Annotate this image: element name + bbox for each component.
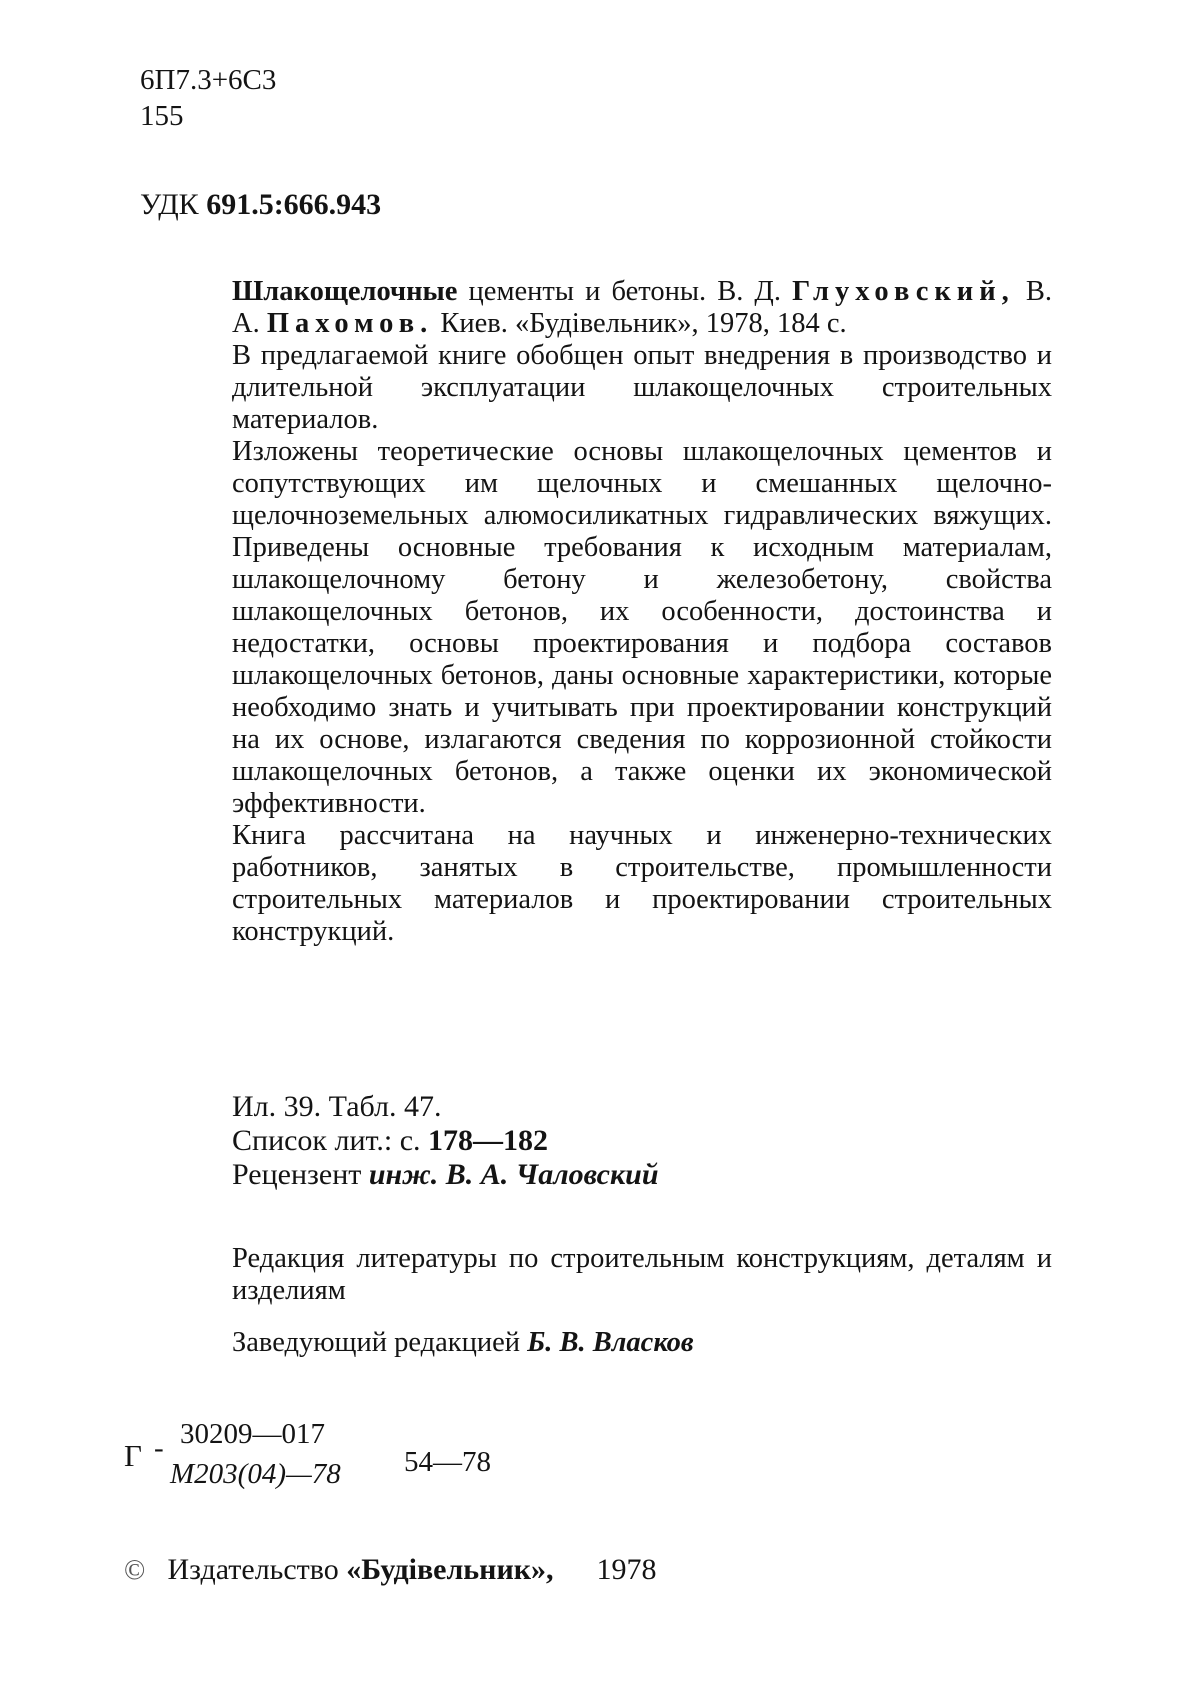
editorial-block <box>232 1243 1052 1379</box>
editorial-head-name: Б. В. Власков <box>527 1327 694 1358</box>
code-numerator: 30209—017 <box>180 1418 325 1450</box>
udc-prefix: УДК <box>140 188 199 221</box>
udc-number: 691.5:666.943 <box>206 188 382 221</box>
abstract-paragraph-1: В предлагаемой книге обобщен опыт внедрения в производство и длительной эксплуатации шлакощелочных строительных материалов. <box>232 340 1052 435</box>
publication-info: Киев. «Будівельник», 1978, 184 с. <box>433 308 847 339</box>
literature-list <box>232 1124 1052 1158</box>
literature-pages: 178—182 <box>428 1124 549 1157</box>
classification-line-2: 155 <box>140 100 184 132</box>
references-block <box>232 1090 1052 1192</box>
copyright-line <box>124 1553 657 1587</box>
code-tail: 54—78 <box>404 1446 491 1478</box>
abstract-paragraph-2: Изложены теоретические основы шлакощелочных цементов и сопутствующих им щелочных и смешанных щелочно-щелочноземельных алюмосиликатных гидравлических вяжущих. Приведены основные требования к исходным материалам, шлакощелочному бетону и железобетону, свойства шлакощелочных бетонов, их особенности, достоинства и недостатки, основы проектирования и подбора составов шлакощелочных бетонов, даны основные характеристики, которые необходимо знать и учитывать при проектировании конструкций на их основе, излагаются сведения по коррозионной стойкости шлакощелочных бетонов, а также оценки их экономической эффективности. <box>232 436 1052 819</box>
publisher-name: «Будівельник», <box>346 1553 554 1586</box>
author-2: Пахомов. <box>266 308 434 339</box>
editorial-head <box>232 1327 1052 1359</box>
classification-index <box>140 62 276 134</box>
title-bold: Шлакощелочные <box>232 276 458 307</box>
editorial-department: Редакция литературы по строительным конструкциям, деталям и изделиям <box>232 1243 1052 1306</box>
author-1: Глуховский, <box>792 276 1015 307</box>
publisher-prefix: Издательство <box>167 1553 347 1586</box>
abstract-paragraph-3: Книга рассчитана на научных и инженерно-технических работников, занятых в строительстве, промышленности строительных материалов и проектировании строительных конструкций. <box>232 820 1052 947</box>
editorial-head-prefix: Заведующий редакцией <box>232 1327 528 1358</box>
copyright-icon: © <box>124 1555 146 1586</box>
code-denominator: М203(04)—78 <box>170 1458 341 1490</box>
reviewer-prefix: Рецензент <box>232 1158 369 1191</box>
reviewer <box>232 1158 1052 1192</box>
copyright-year: 1978 <box>596 1553 657 1586</box>
reviewer-name: инж. В. А. Чаловский <box>368 1158 659 1191</box>
udc-code <box>140 188 381 222</box>
literature-prefix: Список лит.: с. <box>232 1124 429 1157</box>
illustrations-count: Ил. 39. Табл. 47. <box>232 1090 442 1123</box>
title-rest: цементы и бетоны. В. Д. <box>457 276 793 307</box>
author-2-initials: В. А. <box>232 276 1052 339</box>
classification-line-1: 6П7.3+6С3 <box>140 64 277 96</box>
code-dash: - <box>154 1432 164 1464</box>
bibliographic-entry <box>232 276 1052 340</box>
code-letter: Г <box>124 1438 142 1473</box>
annotation-block <box>232 276 1052 948</box>
